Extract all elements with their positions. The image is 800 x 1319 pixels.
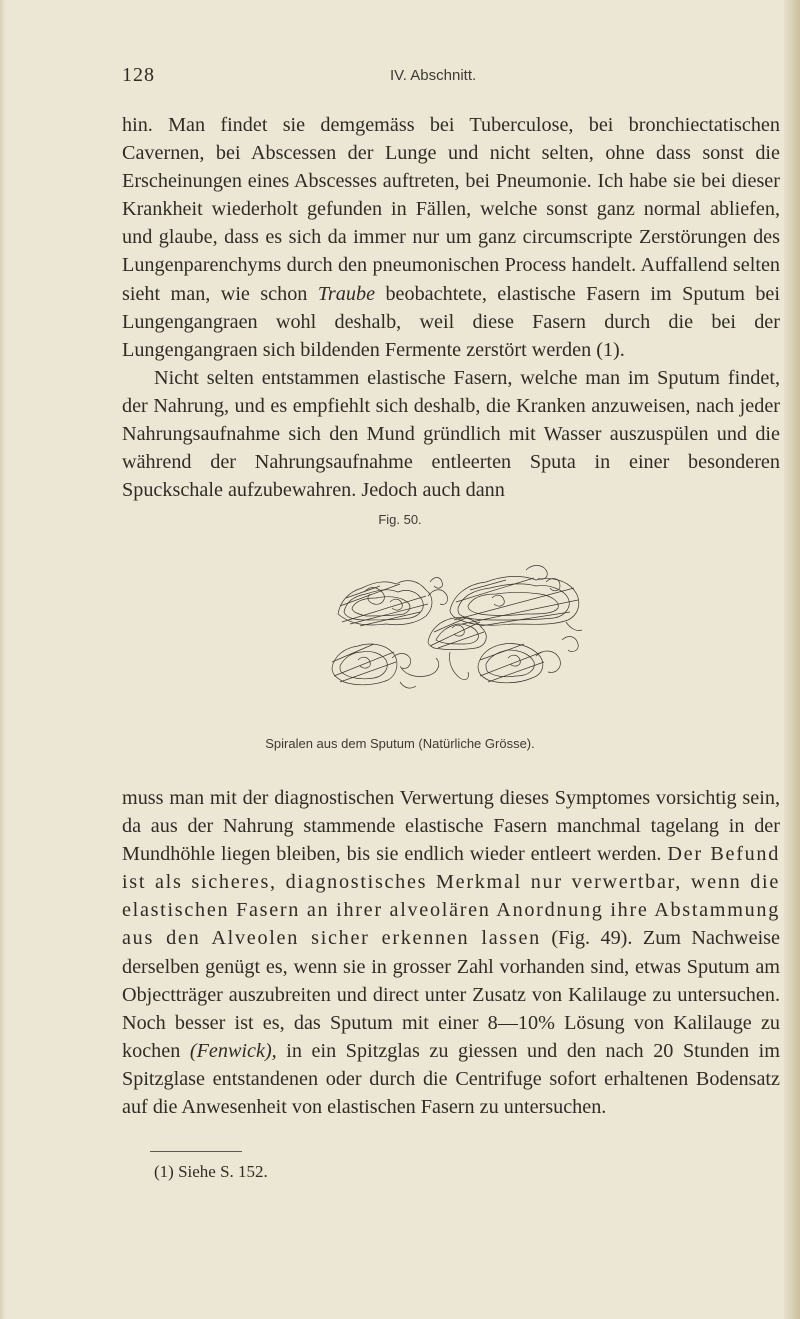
page-edge-right [784, 0, 800, 1319]
paragraph-3-text-a: muss man mit der diagnostischen Verwertung dieses Symptomes vorsichtig sein, da aus der Nahrung stammende elastische Fasern manchmal tagelang in der Mundhöhle liegen bleiben, bis sie endlich wieder entleert werden. [122, 787, 780, 866]
footnote-rule [150, 1151, 242, 1152]
sputum-spirals-figure [330, 562, 592, 692]
paragraph-3-text-b: (Fig. 49). Zum Nachweise derselben genügt es, wenn sie in grosser Zahl vorhanden sind, etwas Sputum am Objectträger auszubreiten und direct unter Zusatz von Kalilauge zu untersuchen. Noch besser ist es, das Sputum mit einer 8—10% Lösung von Kalilauge zu kochen [122, 927, 780, 1062]
paragraph-1-continuation: beobachtete, elastische Fasern im Sputum bei Lungengangraen wohl deshalb, weil diese Fasern durch die bei der Lungengangraen sich bildenden Fermente zerstört werden (1). [122, 282, 780, 361]
text-block-top [122, 111, 780, 504]
paragraph-3-emphasis: Der Befund ist als sicheres, diagnostisches Merkmal nur verwertbar, wenn die elastischen Fasern an ihrer alveolären Anordnung ihre Abstammung aus den Alveolen sicher erkennen lassen [122, 843, 780, 950]
figure-caption: Spiralen aus dem Sputum (Natürliche Grösse). [265, 736, 535, 751]
paragraph-1 [122, 111, 780, 364]
paragraph-3 [122, 784, 780, 1121]
text-block-bottom [122, 784, 780, 1121]
running-head: IV. Abschnitt. [390, 67, 477, 84]
page-header [122, 64, 782, 94]
paragraph-2: Nicht selten entstammen elastische Fasern, welche man im Sputum findet, der Nahrung, und es empfiehlt sich deshalb, die Kranken anzuweisen, nach jeder Nahrungsaufnahme sich den Mund gründlich mit Wasser auszuspülen und die während der Nahrungsaufnahme entleerten Sputa in einer besonderen Spuckschale aufzubewahren. Jedoch auch dann [122, 366, 780, 502]
paragraph-3-text-c: in ein Spitzglas zu giessen und den nach 20 Stunden im Spitzglase entstandenen oder durch die Centrifuge sofort erhaltenen Bodensatz auf die Anwesenheit von elastischen Fasern zu untersuchen. [122, 1039, 780, 1119]
figure-label: Fig. 50. [378, 512, 422, 527]
paragraph-1-text: hin. Man findet sie demgemäss bei Tuberculose, bei bronchiectatischen Cavernen, bei Abscessen der Lunge und nicht selten, ohne dass sonst die Erscheinungen eines Abscesses auftreten, bei Pneumonie. Ich habe sie bei dieser Krankheit wiederholt gefunden in Fällen, welche sonst ganz normal abliefen, und glaube, dass es sich da immer nur um ganz circumscripte Zerstörungen des Lungenparenchyms durch den pneumonischen Process handelt. Auffallend selten sieht man, wie schon [122, 114, 780, 305]
page-number: 128 [122, 64, 155, 86]
footnote: (1) Siehe S. 152. [154, 1162, 268, 1181]
page-edge-left [0, 0, 6, 1319]
author-fenwick: (Fenwick), [189, 1039, 277, 1062]
author-traube: Traube [317, 282, 376, 305]
